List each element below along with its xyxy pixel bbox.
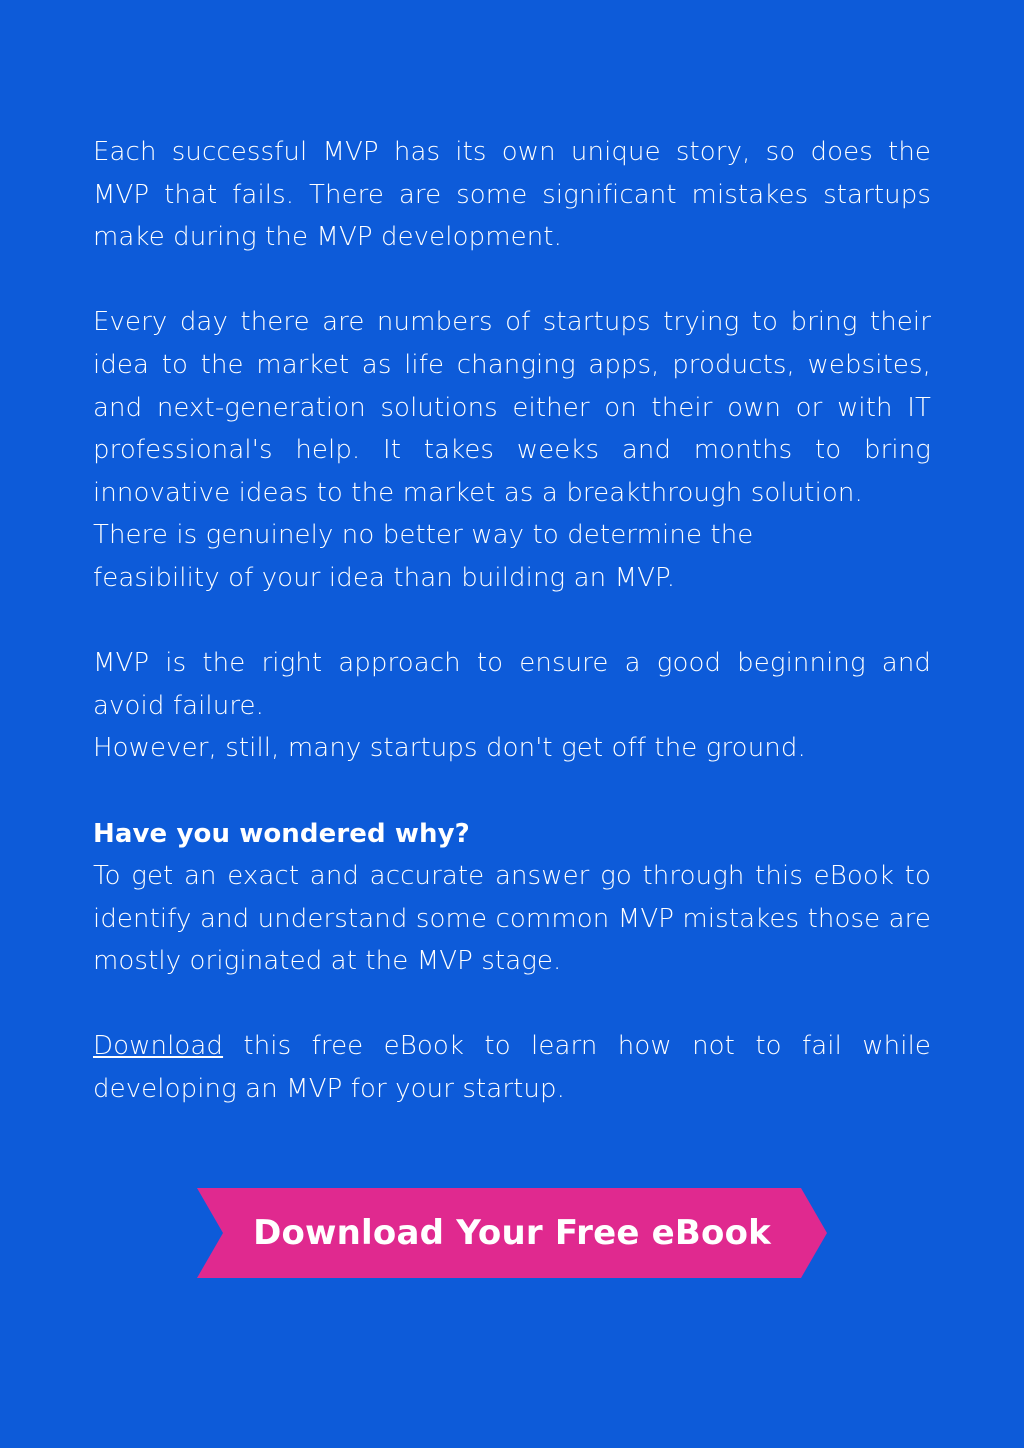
paragraph-line: make during the MVP development. xyxy=(93,222,562,253)
paragraph-line: There is genuinely no better way to determine the xyxy=(93,520,754,551)
paragraph-line: avoid failure. xyxy=(93,690,265,721)
paragraph-line-text: this free eBook to learn how not to fail while xyxy=(223,1031,931,1062)
paragraph-intro xyxy=(93,131,931,259)
paragraph-why xyxy=(93,813,931,983)
paragraph-line: identify and understand some common MVP mistakes those are xyxy=(93,903,931,934)
download-ebook-button-label: Download Your Free eBook xyxy=(253,1213,771,1253)
paragraph-approach xyxy=(93,642,931,770)
paragraph-line: idea to the market as life changing apps, products, websites, xyxy=(93,349,931,380)
paragraph-line: innovative ideas to the market as a breakthrough solution. xyxy=(93,477,863,508)
paragraph-line: mostly originated at the MVP stage. xyxy=(93,946,562,977)
paragraph-line: To get an exact and accurate answer go through this eBook to xyxy=(93,861,931,892)
paragraph-line: However, still, many startups don't get off the ground. xyxy=(93,733,806,764)
paragraph-line: Each successful MVP has its own unique story, so does the xyxy=(93,137,931,167)
paragraph-startups xyxy=(93,301,931,599)
section-heading: Have you wondered why? xyxy=(93,818,470,849)
paragraph-line xyxy=(93,1025,931,1068)
ebook-intro-text xyxy=(93,131,931,1153)
paragraph-line: MVP is the right approach to ensure a good beginning and xyxy=(93,648,931,679)
paragraph-line: developing an MVP for your startup. xyxy=(93,1074,565,1105)
paragraph-line: Every day there are numbers of startups trying to bring their xyxy=(93,307,931,338)
paragraph-line: and next-generation solutions either on their own or with IT xyxy=(93,392,931,423)
paragraph-line: professional's help. It takes weeks and months to bring xyxy=(93,435,931,466)
paragraph-download xyxy=(93,1025,931,1110)
download-ebook-button[interactable] xyxy=(197,1188,827,1278)
paragraph-line: feasibility of your idea than building an MVP. xyxy=(93,562,676,593)
download-link[interactable]: Download xyxy=(93,1031,224,1062)
paragraph-line: MVP that fails. There are some significant mistakes startups xyxy=(93,179,931,210)
